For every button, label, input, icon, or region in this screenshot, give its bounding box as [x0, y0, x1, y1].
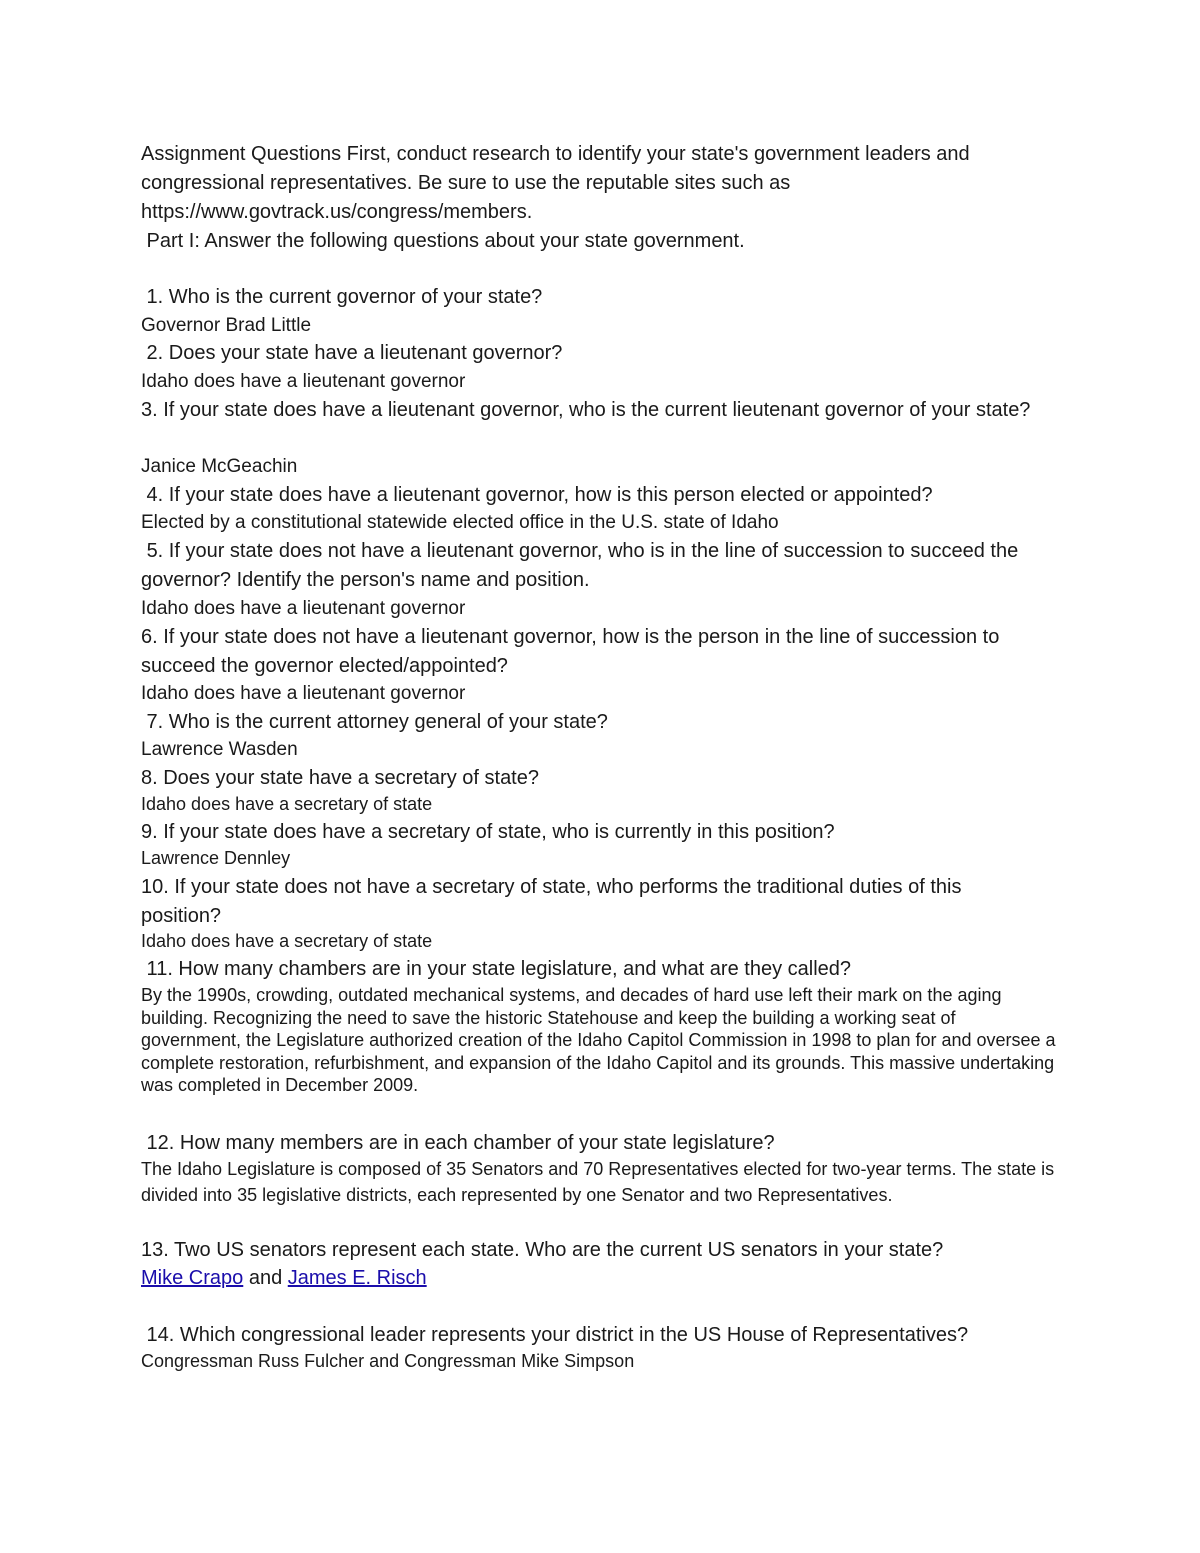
answer-3: Janice McGeachin — [141, 456, 298, 477]
answer-7: Lawrence Wasden — [141, 739, 298, 760]
question-14: 14. Which congressional leader represents your district in the US House of Representatives? — [141, 1324, 969, 1346]
intro-line: congressional representatives. Be sure to use the reputable sites such as — [141, 172, 791, 194]
intro-block — [141, 140, 1061, 256]
part-heading: Part I: Answer the following questions about your state government. — [141, 230, 745, 252]
answer-10: Idaho does have a secretary of state — [141, 931, 433, 951]
answer-13 — [141, 1264, 1061, 1293]
intro-line: https://www.govtrack.us/congress/members. — [141, 201, 533, 223]
question-3: 3. If your state does have a lieutenant governor, who is the current lieutenant governor of your state? — [141, 399, 1031, 421]
question-5: 5. If your state does not have a lieutenant governor, who is in the line of succession to succeed the governor? Identify the person's name and position. — [141, 540, 1024, 591]
link-mike-crapo[interactable]: Mike Crapo — [141, 1267, 244, 1289]
question-9: 9. If your state does have a secretary of state, who is currently in this position? — [141, 821, 835, 843]
answer-4: Elected by a constitutional statewide elected office in the U.S. state of Idaho — [141, 512, 779, 533]
answer-14: Congressman Russ Fulcher and Congressman Mike Simpson — [141, 1351, 635, 1371]
answer-2: Idaho does have a lieutenant governor — [141, 371, 466, 392]
answer-13-and: and — [243, 1267, 288, 1289]
question-10: 10. If your state does not have a secretary of state, who performs the traditional duties of this position? — [141, 876, 962, 927]
question-7: 7. Who is the current attorney general of your state? — [141, 711, 608, 733]
answer-11: By the 1990s, crowding, outdated mechanical systems, and decades of hard use left their mark on the aging building. Recognizing the need to save the historic Statehouse and keep the building a working seat of government, the Legislature authorized creation of the Idaho Capitol Commission in 1998 to plan for and oversee a complete restoration, refurbishment, and expansion of the Idaho Capitol and its grounds. This massive undertaking was completed in December 2009. — [141, 985, 1056, 1095]
answer-12: The Idaho Legislature is composed of 35 Senators and 70 Representatives elected for two-year terms. The state is divided into 35 legislative districts, each represented by one Senator and two Representatives. — [141, 1159, 1055, 1205]
answer-5: Idaho does have a lieutenant governor — [141, 598, 466, 619]
question-2: 2. Does your state have a lieutenant governor? — [141, 342, 563, 364]
question-8: 8. Does your state have a secretary of state? — [141, 767, 539, 789]
link-james-risch[interactable]: James E. Risch — [287, 1267, 427, 1289]
question-1: 1. Who is the current governor of your state? — [141, 286, 543, 308]
answer-8: Idaho does have a secretary of state — [141, 794, 433, 814]
question-13: 13. Two US senators represent each state. Who are the current US senators in your state? — [141, 1239, 944, 1261]
question-4: 4. If your state does have a lieutenant governor, how is this person elected or appointed? — [141, 484, 933, 506]
question-12: 12. How many members are in each chamber of your state legislature? — [141, 1132, 775, 1154]
question-11: 11. How many chambers are in your state legislature, and what are they called? — [141, 958, 851, 980]
answer-1: Governor Brad Little — [141, 315, 312, 336]
answer-6: Idaho does have a lieutenant governor — [141, 683, 466, 704]
question-6: 6. If your state does not have a lieutenant governor, how is the person in the line of succession to succeed the governor elected/appointed? — [141, 626, 1000, 677]
answer-9: Lawrence Dennley — [141, 848, 291, 868]
intro-line: Assignment Questions First, conduct research to identify your state's government leaders and — [141, 143, 970, 165]
